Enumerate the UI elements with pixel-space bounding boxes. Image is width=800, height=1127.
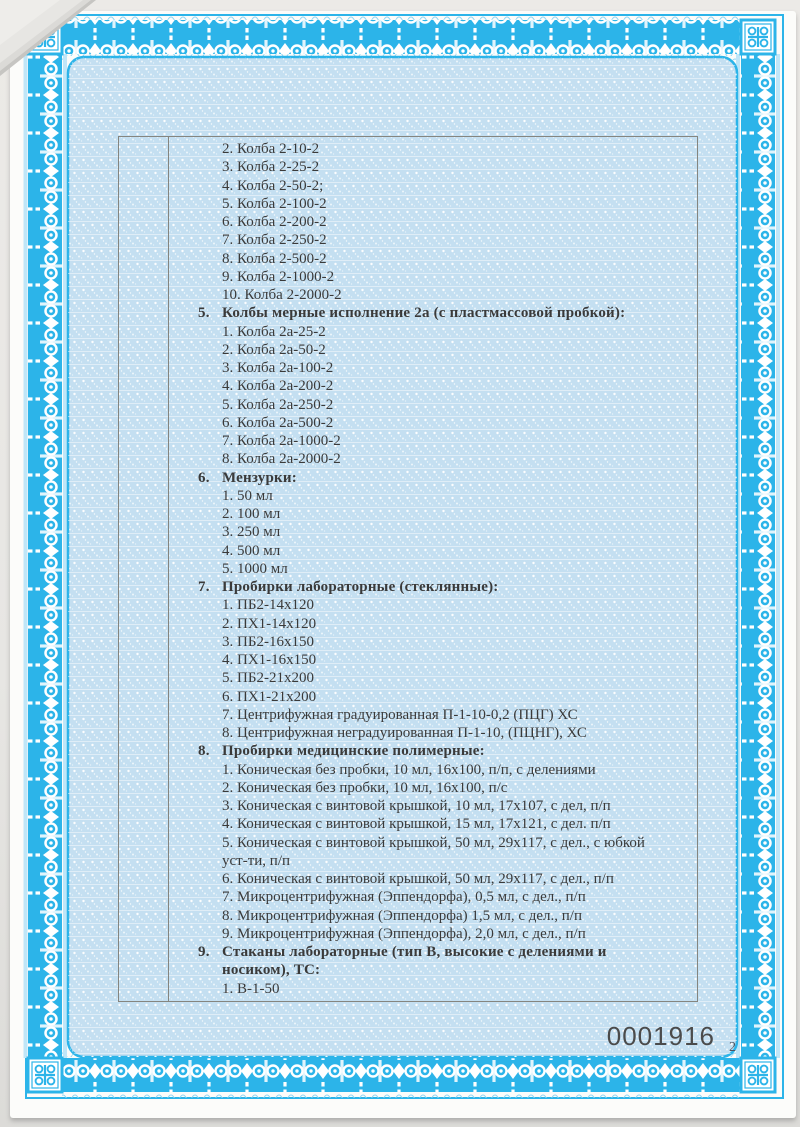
corner-rosette-bottom-left xyxy=(28,1058,62,1092)
list-item: 1. Коническая без пробки, 10 мл, 16х100, п/п, с делениями xyxy=(222,761,596,778)
list-item: 1. ПБ2-14х120 xyxy=(222,597,314,614)
list-item: 5. 1000 мл xyxy=(222,560,288,577)
page-fold-corner xyxy=(0,0,110,90)
list-item: 6. Колба 2а-500-2 xyxy=(222,414,334,431)
list-item: 8. Колба 2-500-2 xyxy=(222,250,327,267)
list-item: 5. Колба 2а-250-2 xyxy=(222,396,334,413)
list-item: 8. Колба 2а-2000-2 xyxy=(222,451,341,468)
list-item: 6. Коническая с винтовой крышкой, 50 мл, 29х117, с дел., п/п xyxy=(222,871,614,887)
items-table xyxy=(118,136,698,1002)
list-item: 9. Микроцентрифужная (Эппендорфа), 2,0 мл, с дел., п/п xyxy=(222,925,586,942)
list-item: 3. Колба 2-25-2 xyxy=(222,159,320,176)
list-item: 5. Колба 2-100-2 xyxy=(222,195,327,212)
serial-number: 0001916 xyxy=(606,1021,715,1051)
corner-rosette-bottom-right xyxy=(741,1058,775,1092)
list-item: 3. 250 мл xyxy=(222,524,281,541)
border-band-bottom xyxy=(60,1058,743,1092)
table-empty-column xyxy=(119,137,169,1001)
border-band-left xyxy=(28,52,62,1060)
list-item: 8. Микроцентрифужная (Эппендорфа) 1,5 мл, с дел., п/п xyxy=(222,907,582,924)
list-item: 5. ПБ2-21х200 xyxy=(222,670,314,687)
section-title-line: носиком), ТС: xyxy=(222,962,321,979)
list-item: 2. 100 мл xyxy=(222,506,281,522)
list-item: 10. Колба 2-2000-2 xyxy=(222,287,342,303)
section-title-line: 8. Пробирки медицинские полимерные: xyxy=(198,743,485,760)
list-item: 9. Колба 2-1000-2 xyxy=(222,268,335,285)
list-item: 2. ПХ1-14х120 xyxy=(222,615,317,632)
list-item: 3. Колба 2а-100-2 xyxy=(222,360,334,376)
list-item: 1. В-1-50 xyxy=(222,980,280,997)
section-title-line: 9. Стаканы лабораторные (тип В, высокие с делениями и xyxy=(198,944,607,960)
list-item: 2. Колба 2а-50-2 xyxy=(222,341,326,358)
list-item: 3. ПБ2-16х150 xyxy=(222,633,314,650)
list-item: 3. Коническая с винтовой крышкой, 10 мл, 17х107, с дел, п/п xyxy=(222,798,611,814)
section-title-line: 7. Пробирки лабораторные (стеклянные): xyxy=(198,579,499,595)
list-item: 7. Колба 2а-1000-2 xyxy=(222,433,341,449)
list-item: 2. Колба 2-10-2 xyxy=(222,141,320,157)
list-item: 5. Коническая с винтовой крышкой, 50 мл, 29х117, с дел., с юбкой xyxy=(222,834,645,851)
page-number: 2 xyxy=(729,1040,736,1055)
list-item: 1. 50 мл xyxy=(222,487,273,504)
list-item: 4. ПХ1-16х150 xyxy=(222,652,317,668)
list-item: 8. Центрифужная неградуированная П-1-10, (ПЦНГ), ХС xyxy=(222,725,587,741)
item-list xyxy=(169,137,697,1001)
list-item: 6. ПХ1-21х200 xyxy=(222,688,317,705)
list-item: 4. Колба 2-50-2; xyxy=(222,177,324,194)
list-item: уст-ти, п/п xyxy=(222,852,291,869)
list-item: 7. Микроцентрифужная (Эппендорфа), 0,5 мл, с дел., п/п xyxy=(222,889,586,906)
border-band-top xyxy=(60,20,743,54)
border-band-right xyxy=(741,52,775,1060)
list-item: 4. Коническая с винтовой крышкой, 15 мл, 17х121, с дел. п/п xyxy=(222,816,611,833)
section-title-line: 5. Колбы мерные исполнение 2а (с пластмассовой пробкой): xyxy=(198,305,626,322)
list-item: 7. Центрифужная градуированная П-1-10-0,2 (ПЦГ) ХС xyxy=(222,706,578,723)
corner-rosette-top-right xyxy=(741,20,775,54)
list-item: 2. Коническая без пробки, 10 мл, 16х100, п/с xyxy=(222,779,508,796)
section-title-line: 6. Мензурки: xyxy=(198,469,297,486)
list-item: 7. Колба 2-250-2 xyxy=(222,232,327,249)
list-item: 1. Колба 2а-25-2 xyxy=(222,323,326,340)
list-item: 4. 500 мл xyxy=(222,542,281,559)
list-item: 6. Колба 2-200-2 xyxy=(222,214,327,230)
list-item: 4. Колба 2а-200-2 xyxy=(222,378,334,395)
